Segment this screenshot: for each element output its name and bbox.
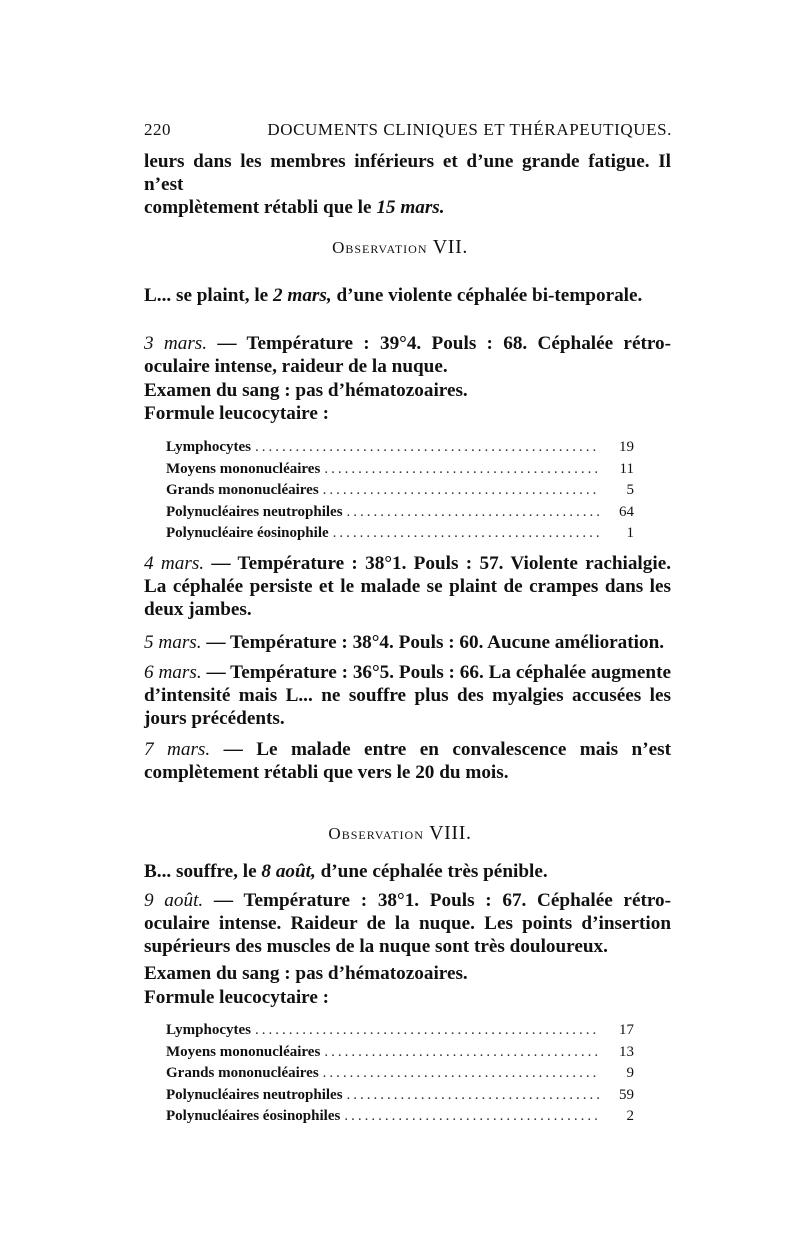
row-label: Grands mononucléaires [166, 1065, 319, 1081]
leader-dots [255, 437, 600, 459]
row-value: 9 [626, 1065, 634, 1081]
leader-dots [323, 480, 600, 502]
table-row [166, 459, 634, 481]
obs7-formula-label [144, 402, 671, 425]
leader-dots [347, 502, 600, 524]
row-value: 19 [619, 439, 634, 455]
row-label: Moyens mononucléaires [166, 460, 321, 477]
obs7-leucocyte-table [166, 437, 634, 545]
obs7-p1-text: L... se plaint, le [144, 285, 273, 306]
observation-8-prefix: Observation [328, 824, 424, 843]
table-row [166, 1085, 634, 1107]
leader-dots [324, 459, 600, 481]
obs7-p1-rest: d’une violente céphalée bi-temporale. [331, 285, 643, 306]
obs8-intro-paragraph [144, 860, 671, 883]
leader-dots [347, 1085, 600, 1107]
obs8-formula-label-text: Formule leucocytaire : [144, 987, 330, 1008]
obs8-p1-rest: d’une céphalée très pénible. [315, 861, 548, 882]
row-label: Lymphocytes [166, 1022, 252, 1038]
obs7-mars7-paragraph [144, 738, 671, 784]
table-row [166, 523, 634, 545]
table-row [166, 1106, 634, 1128]
row-value: 2 [626, 1108, 634, 1124]
leader-dots [344, 1106, 600, 1128]
leader-dots [255, 1020, 600, 1042]
obs7-p1-date: 2 mars, [273, 285, 332, 306]
obs7-p6-date: 5 mars. [144, 632, 202, 653]
obs8-leucocyte-table [166, 1020, 634, 1128]
table-row [166, 480, 634, 502]
obs7-p2-date: 3 mars. [144, 333, 208, 354]
observation-7-heading [0, 236, 800, 259]
row-value: 1 [626, 525, 634, 541]
obs7-p5-text: — Température : 38°1. Pouls : 57. Violente rachialgie. La céphalée persiste et le malade se plaint de crampes dans les deux jambes. [144, 553, 672, 620]
table-row [166, 502, 634, 524]
row-value: 17 [619, 1022, 634, 1038]
row-value: 59 [619, 1086, 634, 1103]
intro-line1: leurs dans les membres inférieurs et d’une grande fatigue. Il n’est [144, 151, 671, 195]
obs8-p2-text: — Température : 38°1. Pouls : 67. Céphalée rétro-oculaire intense. Raideur de la nuque. Les points d’insertion supérieurs des muscles de la nuque sont très douloureux. [144, 890, 671, 957]
table-row [166, 1020, 634, 1042]
row-label: Polynucléaires neutrophiles [166, 1086, 343, 1103]
obs7-blood-exam-text: Examen du sang : pas d’hématozoaires. [144, 380, 468, 401]
row-label: Polynucléaires neutrophiles [166, 503, 343, 520]
table-row [166, 437, 634, 459]
leader-dots [324, 1042, 600, 1064]
running-head [144, 120, 672, 140]
obs7-p7-text: — Température : 36°5. Pouls : 66. La céphalée augmente d’intensité mais L... ne souffre plus des myalgies accusées les jours précédents. [144, 662, 671, 729]
obs7-mars4-paragraph [144, 552, 671, 621]
intro-line2-text: complètement rétabli que le [144, 197, 377, 218]
obs7-mars3-paragraph [144, 332, 671, 378]
obs7-mars5-paragraph [144, 631, 671, 654]
leader-dots [333, 523, 600, 545]
row-label: Polynucléaires éosinophiles [166, 1108, 341, 1124]
obs8-blood-exam [144, 962, 671, 985]
obs7-p8-date: 7 mars. [144, 739, 211, 760]
row-value: 5 [626, 482, 634, 498]
obs7-p2-text: — Température : 39°4. Pouls : 68. Céphalée rétro-oculaire intense, raideur de la nuque. [144, 333, 672, 377]
row-label: Lymphocytes [166, 439, 252, 455]
obs8-p1-text: B... souffre, le [144, 861, 262, 882]
obs8-p2-date: 9 août. [144, 890, 204, 911]
leader-dots [323, 1063, 600, 1085]
row-label: Grands mononucléaires [166, 482, 319, 498]
table-row [166, 1063, 634, 1085]
obs7-mars6-paragraph [144, 661, 671, 730]
intro-line2-date: 15 mars. [376, 197, 445, 218]
row-label: Polynucléaire éosinophile [166, 525, 329, 541]
obs7-p5-date: 4 mars. [144, 553, 205, 574]
obs7-blood-exam [144, 379, 671, 402]
row-value: 11 [619, 460, 634, 477]
obs8-aout9-paragraph [144, 889, 671, 958]
observation-7-number: VII. [432, 236, 468, 258]
row-label: Moyens mononucléaires [166, 1043, 321, 1060]
observation-8-heading [0, 822, 800, 845]
obs7-formula-label-text: Formule leucocytaire : [144, 403, 330, 424]
intro-paragraph [144, 150, 671, 219]
table-row [166, 1042, 634, 1064]
running-title: DOCUMENTS CLINIQUES ET THÉRAPEUTIQUES. [267, 120, 672, 139]
row-value: 64 [619, 503, 634, 520]
obs7-p7-date: 6 mars. [144, 662, 202, 683]
obs7-p6-text: — Température : 38°4. Pouls : 60. Aucune amélioration. [201, 632, 665, 653]
obs8-blood-exam-text: Examen du sang : pas d’hématozoaires. [144, 963, 468, 984]
observation-8-number: VIII. [429, 822, 472, 844]
obs8-formula-label [144, 986, 671, 1009]
obs8-p1-date: 8 août, [261, 861, 316, 882]
obs7-intro-paragraph [144, 284, 671, 307]
page-number: 220 [144, 120, 171, 139]
row-value: 13 [619, 1043, 634, 1060]
obs7-p8-text: — Le malade entre en convalescence mais n’est complètement rétabli que vers le 20 du mois. [144, 739, 671, 783]
observation-7-prefix: Observation [332, 238, 428, 257]
